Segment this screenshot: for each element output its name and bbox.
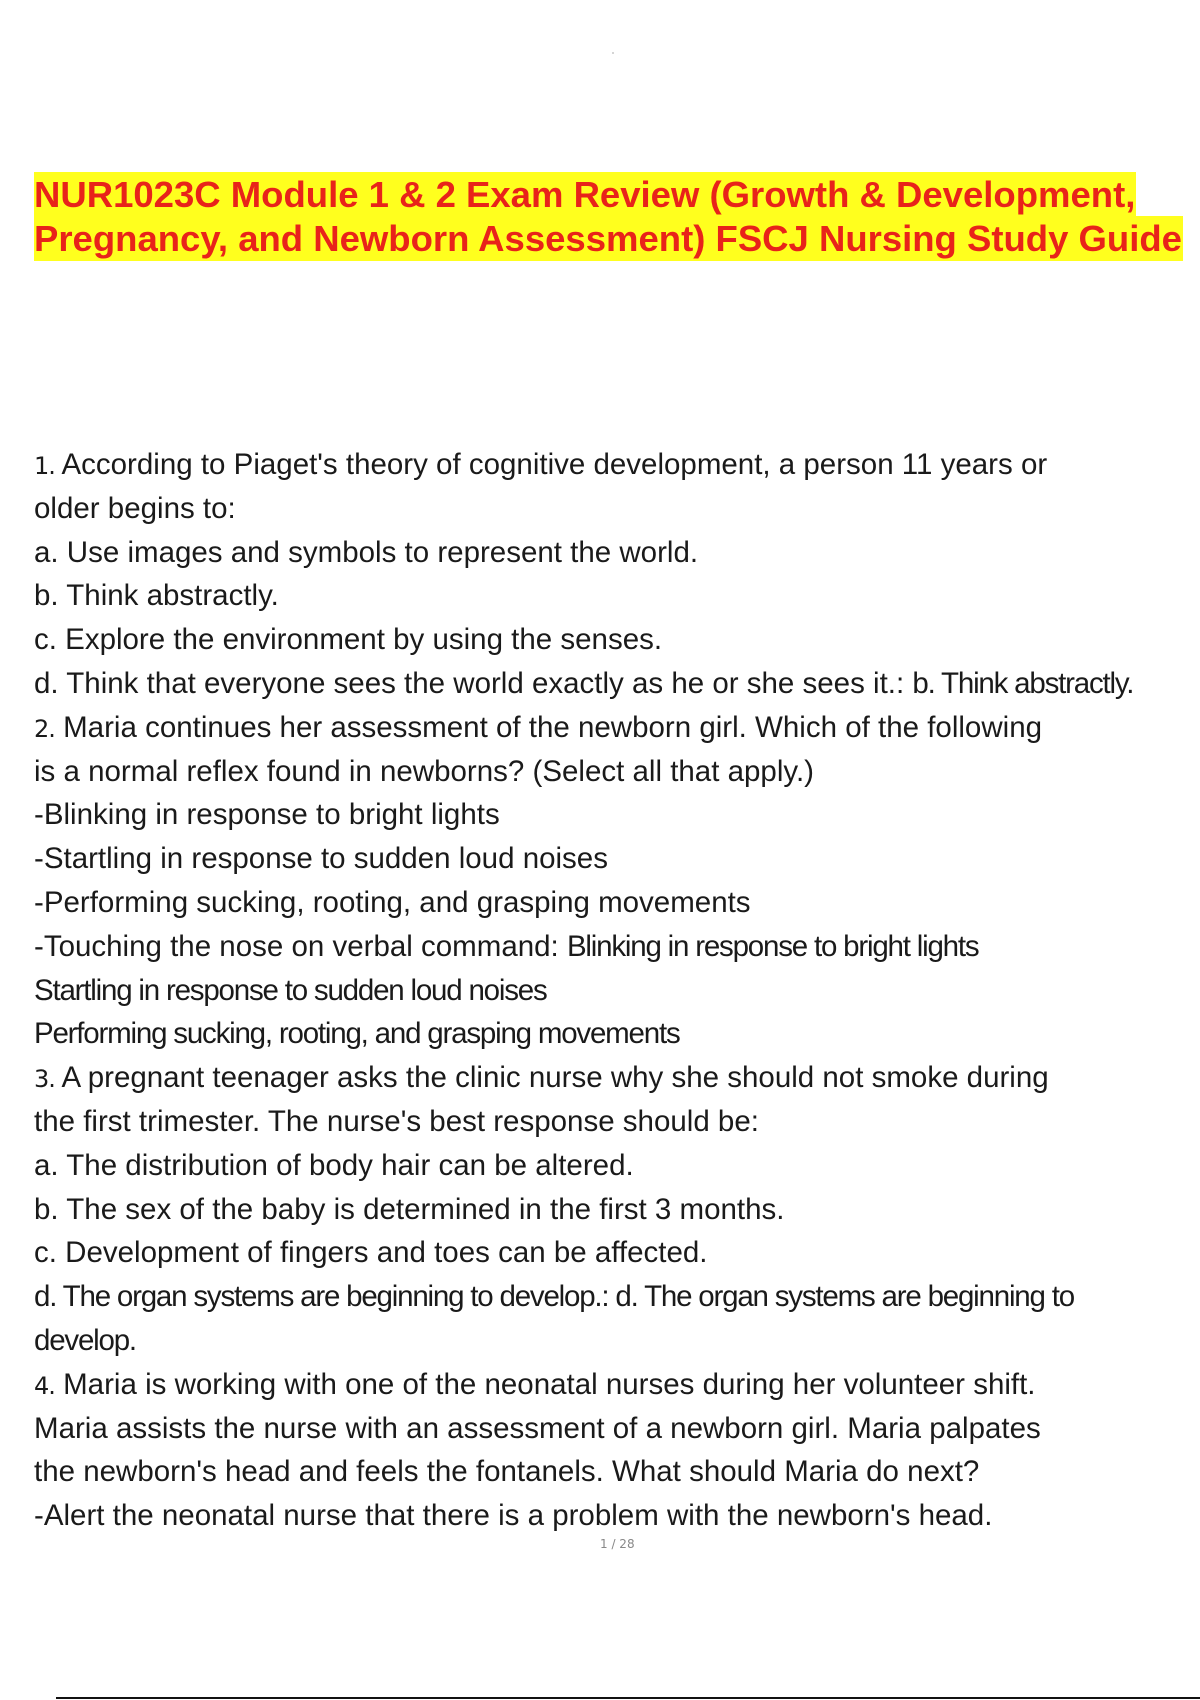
line-text: b. Think abstractly. (34, 579, 279, 613)
answer-text: Startling in response to sudden loud noises (34, 973, 547, 1007)
text-line (34, 969, 1194, 1013)
answer-text: d. The organ systems are beginning to develop.: d. The organ systems are beginning to (34, 1280, 1074, 1314)
question-number: 2. (34, 714, 55, 743)
text-line (34, 750, 1194, 794)
line-text: -Blinking in response to bright lights (34, 798, 500, 832)
answer-text: Performing sucking, rooting, and grasping movements (34, 1017, 680, 1051)
text-line (34, 837, 1194, 881)
line-text: -Performing sucking, rooting, and grasping movements (34, 885, 751, 919)
text-line (34, 1012, 1194, 1056)
text-line (34, 487, 1194, 531)
text-line (34, 1494, 1194, 1538)
line-text: b. The sex of the baby is determined in the first 3 months. (34, 1192, 785, 1226)
text-line (34, 1407, 1194, 1451)
answer-text: Blinking in response to bright lights (566, 929, 979, 963)
line-text: Maria assists the nurse with an assessment of a newborn girl. Maria palpates (34, 1411, 1041, 1445)
line-text: -Alert the neonatal nurse that there is a problem with the newborn's head. (34, 1499, 993, 1533)
document-title (34, 173, 1194, 261)
text-line (34, 531, 1194, 575)
text-line (34, 1275, 1194, 1319)
line-text: the newborn's head and feels the fontanels. What should Maria do next? (34, 1455, 980, 1489)
title-highlight: NUR1023C Module 1 & 2 Exam Review (Growth & Development, Pregnancy, and Newborn Assessment) FSCJ Nursing Study Guide (34, 174, 1182, 259)
answer-text: develop. (34, 1323, 136, 1357)
document-body (34, 443, 1194, 1538)
text-line (34, 925, 1194, 969)
text-line (34, 574, 1194, 618)
text-line (34, 1319, 1194, 1363)
text-line (34, 881, 1194, 925)
page-mark (612, 52, 614, 54)
line-text: c. Development of fingers and toes can be affected. (34, 1236, 708, 1270)
text-line (34, 443, 1194, 487)
line-text: c. Explore the environment by using the senses. (34, 623, 663, 657)
text-line (34, 1450, 1194, 1494)
question-number: 1. (34, 452, 55, 480)
text-line (34, 706, 1194, 750)
line-text: d. Think that everyone sees the world exactly as he or she sees it.: (34, 666, 913, 700)
line-text: A pregnant teenager asks the clinic nurse why she should not smoke during (54, 1061, 1049, 1095)
text-line (34, 1231, 1194, 1275)
text-line (34, 1144, 1194, 1188)
question-number: 3. (34, 1065, 55, 1094)
line-text: older begins to: (34, 491, 236, 525)
line-text: is a normal reflex found in newborns? (Select all that apply.) (34, 754, 814, 788)
line-text: -Touching the nose on verbal command: (34, 929, 567, 963)
text-line (34, 618, 1194, 662)
text-line (34, 1056, 1194, 1100)
text-line (34, 793, 1194, 837)
page-number: 1 / 28 (600, 1537, 635, 1551)
text-line (34, 1188, 1194, 1232)
page-bottom-rule (56, 1697, 1200, 1699)
question-number: 4. (34, 1371, 55, 1400)
text-line (34, 1363, 1194, 1407)
text-line (34, 662, 1194, 706)
line-text: Maria is working with one of the neonatal nurses during her volunteer shift. (54, 1367, 1036, 1401)
line-text: the first trimester. The nurse's best response should be: (34, 1104, 759, 1138)
line-text: a. The distribution of body hair can be altered. (34, 1148, 634, 1182)
line-text: According to Piaget's theory of cognitive development, a person 11 years or (54, 448, 1048, 481)
line-text: Maria continues her assessment of the newborn girl. Which of the following (54, 710, 1043, 744)
line-text: a. Use images and symbols to represent the world. (34, 535, 699, 569)
text-line (34, 1100, 1194, 1144)
answer-text: b. Think abstractly. (912, 666, 1134, 700)
line-text: -Startling in response to sudden loud noises (34, 842, 608, 876)
